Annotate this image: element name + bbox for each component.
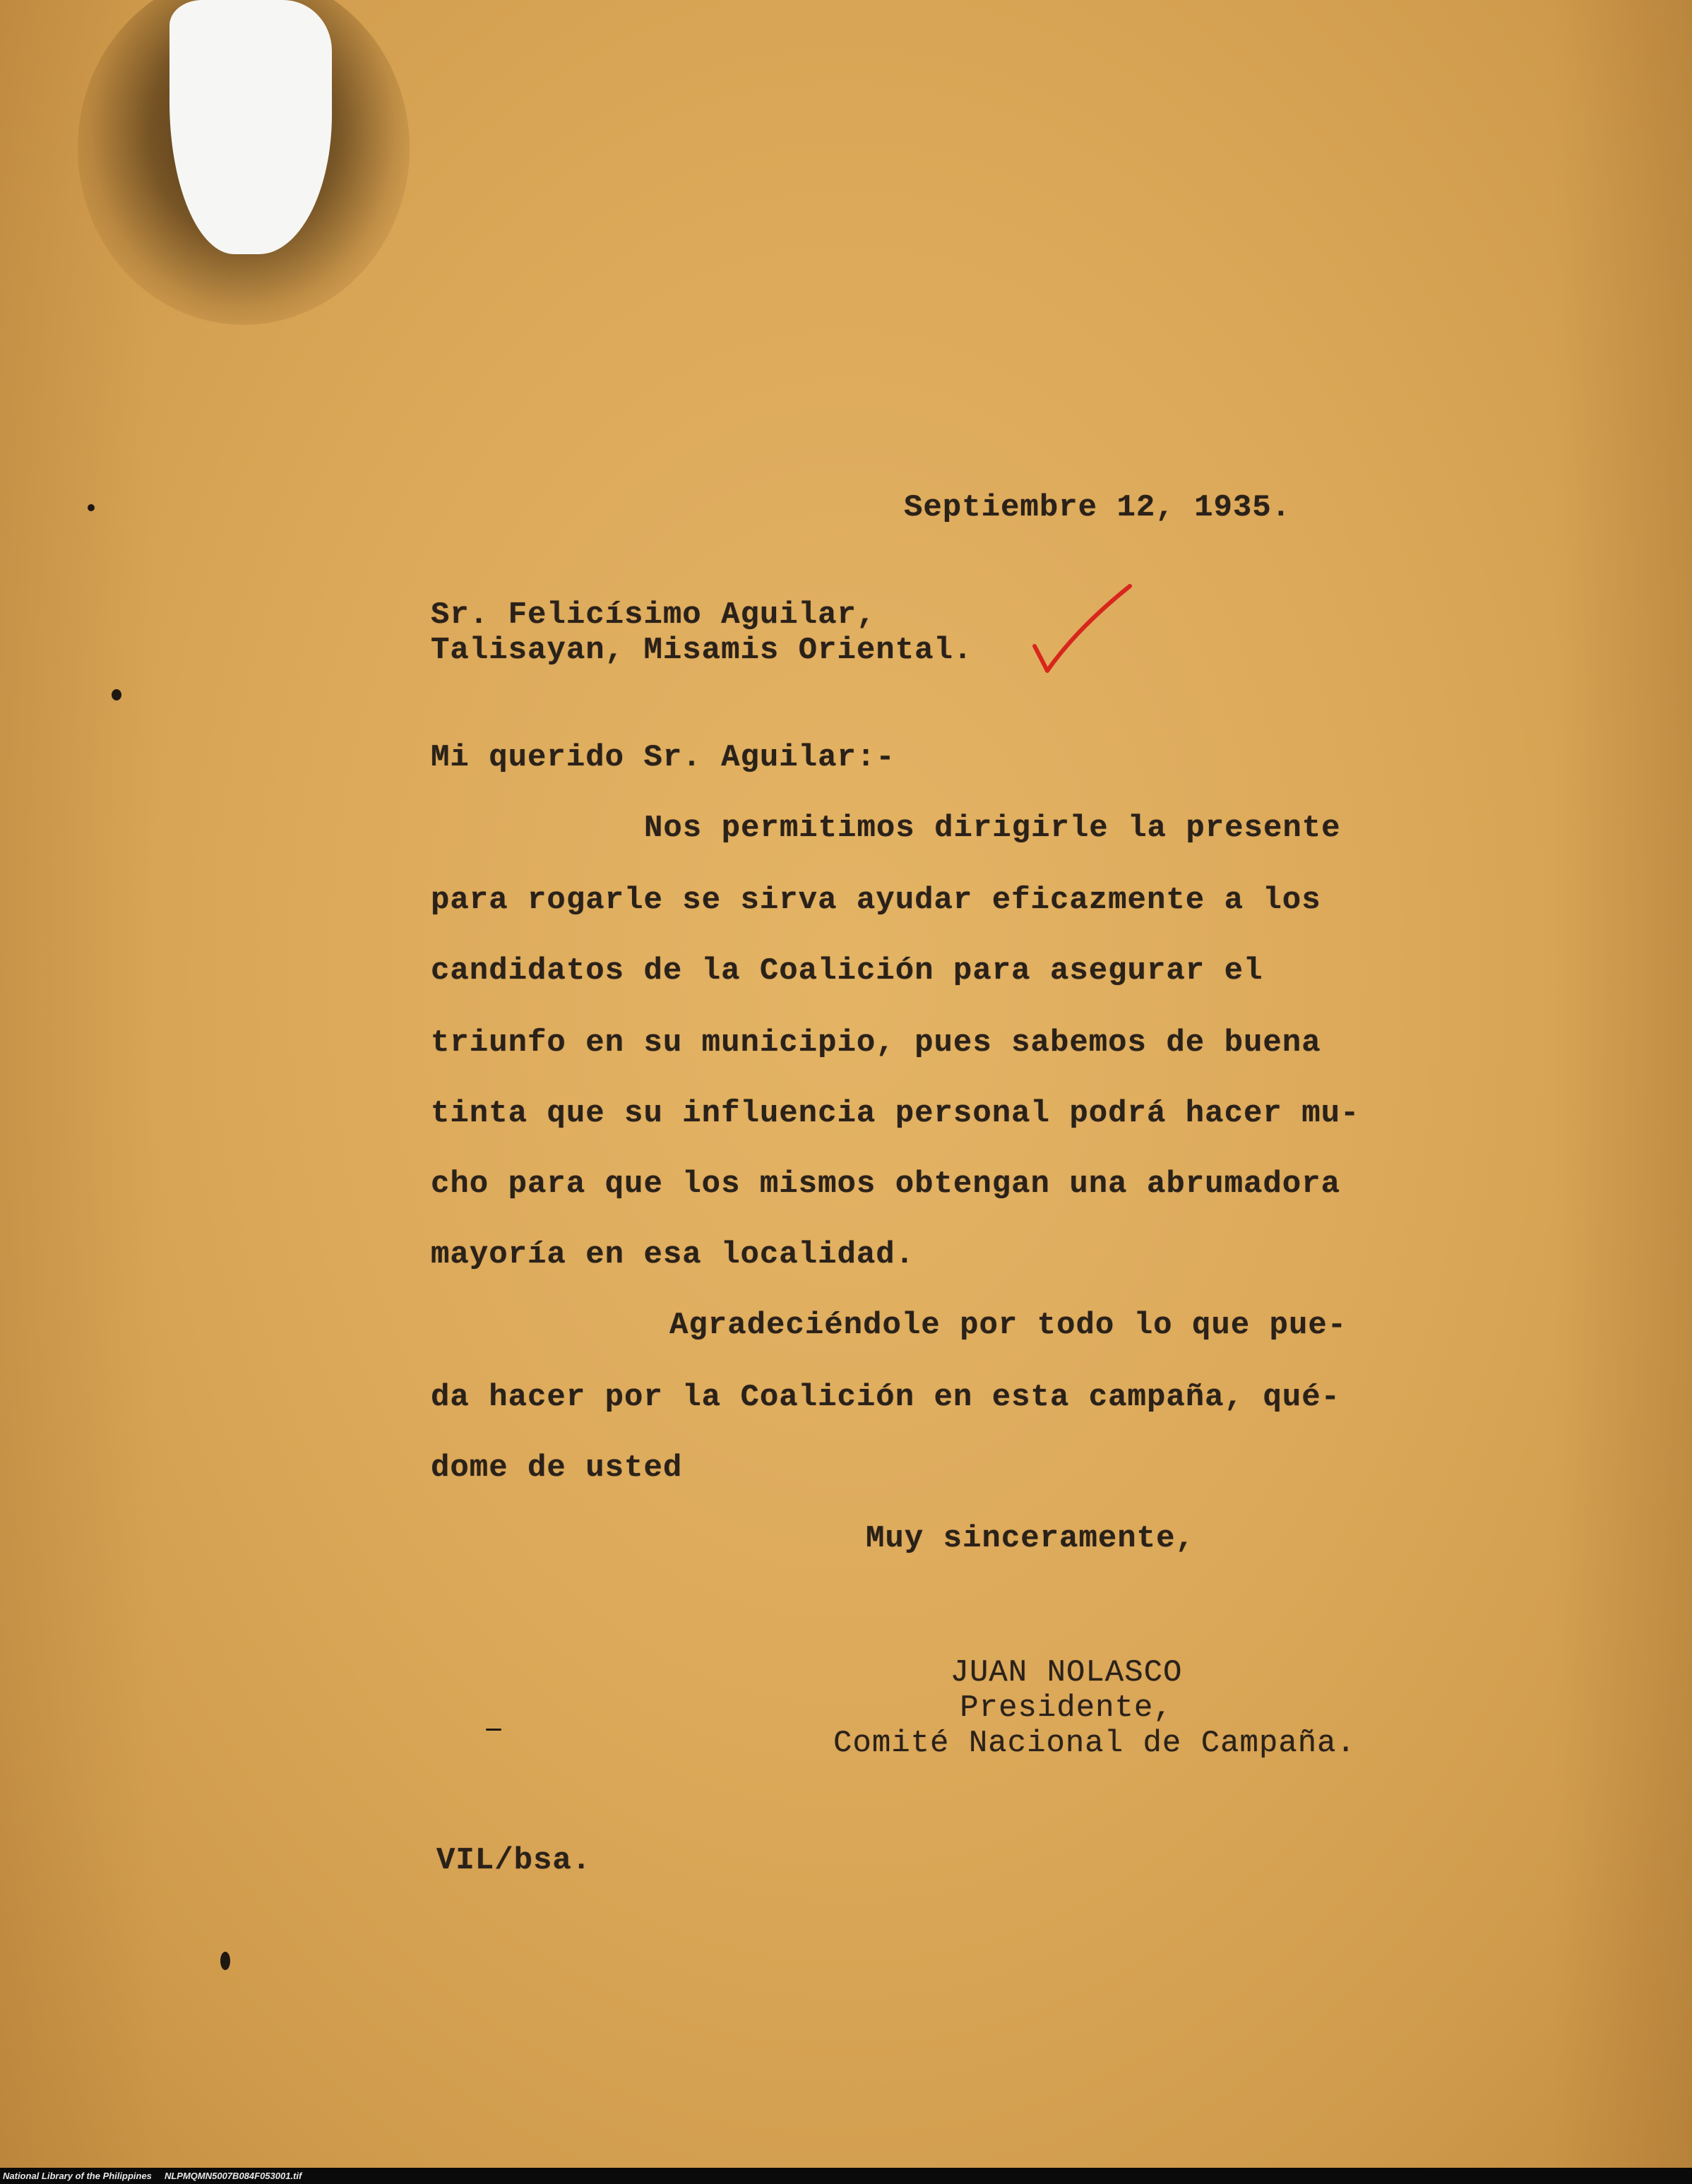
paragraph1-line: tinta que su influencia personal podrá hacer mu- xyxy=(431,1096,1360,1131)
paragraph1-line: triunfo en su municipio, pues sabemos de buena xyxy=(431,1025,1321,1061)
recipient-name: Sr. Felicísimo Aguilar, xyxy=(431,597,876,633)
page-edge-shading-right xyxy=(1554,0,1692,2168)
recipient-address: Talisayan, Misamis Oriental. xyxy=(431,633,973,668)
page-edge-shading-left xyxy=(0,0,155,2168)
paragraph1-line: cho para que los mismos obtengan una abrumadora xyxy=(431,1166,1341,1202)
signature-name: JUAN NOLASCO xyxy=(950,1655,1183,1690)
closing: Muy sinceramente, xyxy=(866,1521,1195,1556)
ink-speck xyxy=(486,1729,501,1731)
paragraph1-line: para rogarle se sirva ayudar eficazmente a los xyxy=(431,883,1321,918)
burn-hole xyxy=(169,0,332,254)
paragraph1-line: Nos permitimos dirigirle la presente xyxy=(644,811,1341,846)
ink-speck xyxy=(220,1952,230,1970)
paragraph2-line: Agradeciéndole por todo lo que pue- xyxy=(669,1308,1347,1343)
salutation: Mi querido Sr. Aguilar:- xyxy=(431,740,895,775)
paragraph2-line: da hacer por la Coalición en esta campaña, qué- xyxy=(431,1380,1341,1415)
scan-footer-label: National Library of the Philippines NLPMQMN5007B084F053001.tif xyxy=(3,2171,302,2181)
signature-title: Presidente, xyxy=(960,1690,1173,1726)
reference-initials: VIL/bsa. xyxy=(436,1843,592,1878)
paragraph2-line: dome de usted xyxy=(431,1450,683,1486)
paragraph1-line: candidatos de la Coalición para asegurar el xyxy=(431,953,1263,989)
letter-date: Septiembre 12, 1935. xyxy=(904,490,1292,525)
signature-organization: Comité Nacional de Campaña. xyxy=(833,1726,1356,1761)
ink-speck xyxy=(112,689,121,700)
ink-speck xyxy=(88,504,95,511)
paragraph1-line: mayoría en esa localidad. xyxy=(431,1237,915,1272)
red-check-mark xyxy=(1027,579,1133,685)
